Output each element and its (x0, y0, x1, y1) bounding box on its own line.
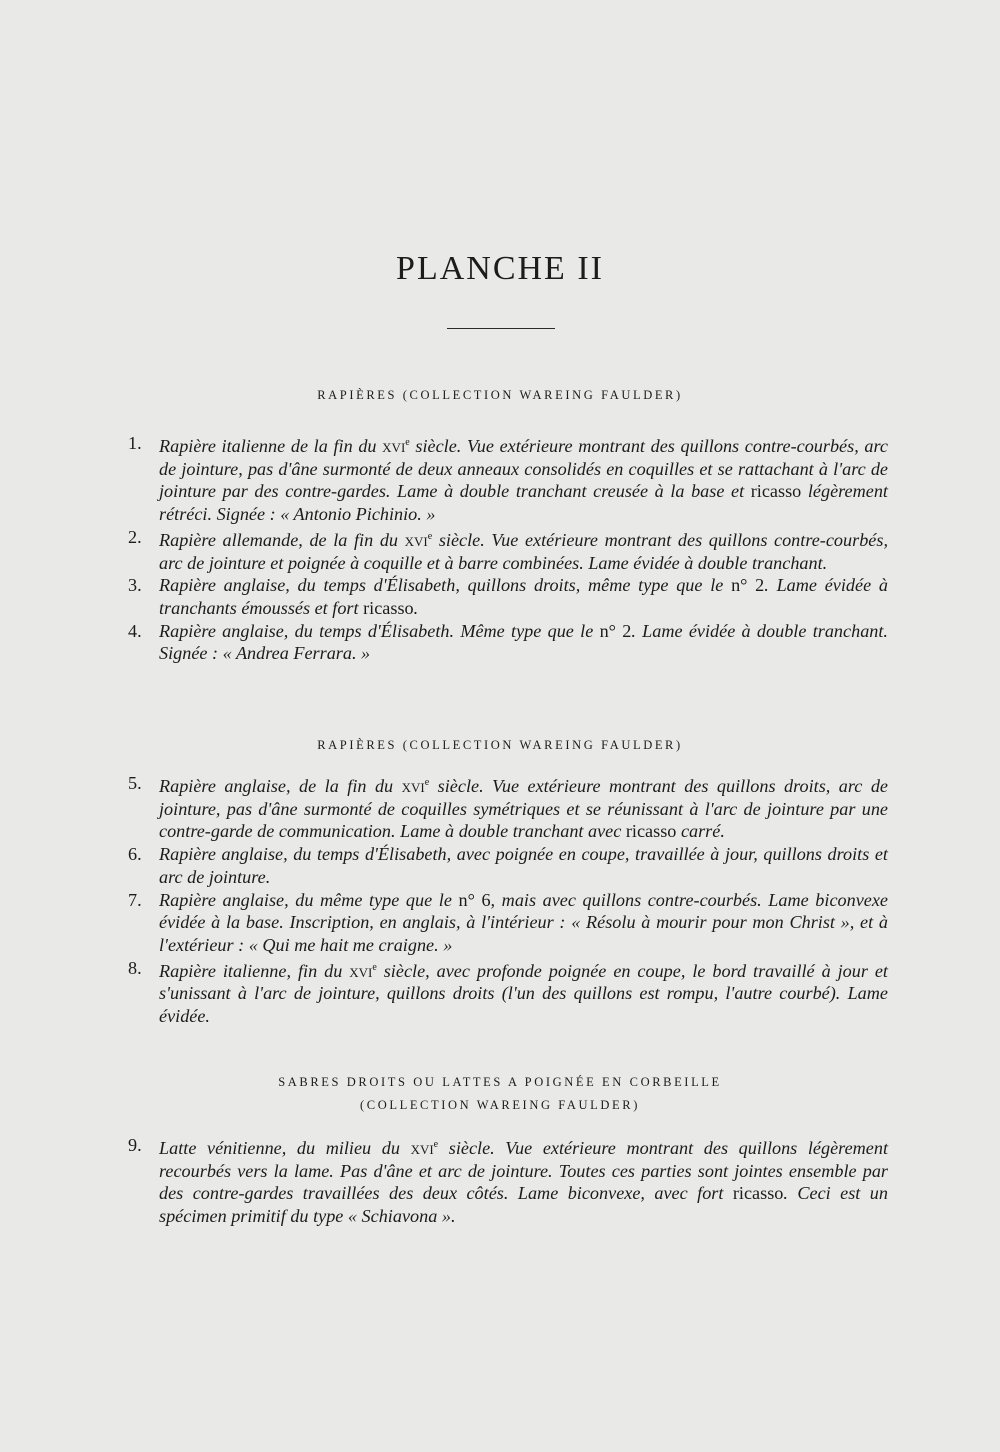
plate-item (128, 889, 888, 957)
text-run: e (424, 777, 430, 788)
text-run: e (433, 1139, 439, 1150)
item-description (159, 1134, 888, 1228)
text-run: xvi (410, 1138, 434, 1159)
item-number: 1. (128, 433, 142, 453)
item-number: 5. (128, 773, 142, 793)
item-number: 8. (128, 957, 142, 978)
text-run: ricasso (363, 598, 414, 619)
text-run: siècle. Vue extérieure montrant des quillons contre-courbés, arc de jointure, pas d'âne surmonté de deux anneaux consolidés en coquilles et se rattachant à l'arc de jointure par des contre-gardes. Lame à double tranchant creusée à la base et (159, 436, 888, 502)
text-run: n° 6 (458, 889, 491, 910)
text-run: ricasso (732, 1183, 784, 1204)
plate-item (128, 432, 888, 526)
text-run: , mais avec quillons contre-courbés. Lame biconvexe évidée à la base. Inscription, en anglais, à l'intérieur : « Résolu à mourir pour mon Christ », et à l'extérieur : « Qui me hait me craigne. » (159, 889, 888, 955)
text-run: Latte vénitienne, du milieu du (159, 1138, 411, 1159)
plate-item (128, 574, 888, 619)
text-run: . Lame évidée à double tranchant. Signée : « Andrea Ferrara. » (159, 620, 888, 664)
text-run: Rapière italienne, fin du (159, 960, 350, 981)
text-run: xvi (404, 529, 428, 550)
item-description (159, 843, 888, 888)
section-heading (0, 734, 1000, 757)
item-description (159, 620, 888, 665)
item-number: 4. (128, 620, 142, 641)
plate-item (128, 526, 888, 574)
section-heading-line: RAPIÈRES (COLLECTION WAREING FAULDER) (317, 388, 683, 402)
item-description (159, 889, 888, 957)
item-number: 2. (128, 526, 142, 547)
text-run: xvi (382, 436, 406, 457)
text-run: . (413, 598, 419, 619)
plate-item (128, 843, 888, 888)
text-run: xvi (349, 960, 373, 981)
item-description (159, 772, 888, 843)
title-divider (447, 328, 555, 329)
section-heading (0, 384, 1000, 407)
text-run: siècle. Vue extérieure montrant des quillons légèrement recourbés vers la lame. Pas d'âne et arc de jointure. Toutes ces parties sont jointes ensemble par des contre-gardes travaillées des deux côtés. Lame biconvexe, avec fort (159, 1138, 888, 1204)
item-number: 6. (128, 844, 142, 865)
text-run: Rapière anglaise, du même type que le (159, 889, 459, 910)
page-title: PLANCHE II (396, 250, 604, 287)
text-run: . Lame évidée à tranchants émoussés et fort (159, 575, 888, 619)
text-run: Rapière anglaise, du temps d'Élisabeth, avec poignée en coupe, travaillée à jour, quillons droits et arc de jointure. (159, 844, 888, 887)
section-heading-line: SABRES DROITS OU LATTES A POIGNÉE EN CORBEILLE (278, 1075, 722, 1089)
text-run: Rapière anglaise, du temps d'Élisabeth, quillons droits, même type que le (159, 575, 732, 596)
text-run: Rapière anglaise, de la fin du (159, 776, 402, 797)
text-run: e (405, 437, 410, 448)
text-run: ricasso (625, 821, 677, 842)
section-heading (0, 1071, 1000, 1117)
item-description (159, 574, 888, 619)
text-run: Rapière anglaise, du temps d'Élisabeth. Même type que le (159, 620, 600, 641)
text-run: Rapière italienne de la fin du (159, 436, 383, 457)
text-run: . Ceci est un spécimen primitif du type « Schiavona ». (159, 1183, 888, 1227)
text-run: n° 2 (599, 620, 632, 641)
text-run: carré. (676, 821, 725, 842)
text-run: n° 2 (731, 575, 765, 596)
section-heading-line: (COLLECTION WAREING FAULDER) (360, 1098, 640, 1112)
text-run: e (372, 961, 377, 973)
plate-item (128, 620, 888, 665)
plate-item (128, 957, 888, 1028)
item-number: 9. (128, 1135, 142, 1155)
text-run: siècle. Vue extérieure montrant des quillons contre-courbés, arc de jointure et poignée à coquille et à barre combinées. Lame évidée à double tranchant. (159, 529, 888, 573)
plate-item-list (128, 772, 888, 1028)
plate-item (128, 1134, 888, 1228)
item-description (159, 957, 888, 1028)
item-description (159, 526, 888, 574)
text-run: xvi (401, 776, 425, 797)
text-run: siècle, avec profonde poignée en coupe, le bord travaillé à jour et s'unissant à l'arc de jointure, quillons droits (l'un des quillons est rompu, l'autre courbé). Lame évidée. (159, 960, 888, 1027)
item-number: 7. (128, 889, 142, 910)
text-run: légèrement rétréci. Signée : « Antonio Pichinio. » (159, 481, 888, 525)
plate-item-list (128, 1134, 888, 1228)
section-heading-line: RAPIÈRES (COLLECTION WAREING FAULDER) (317, 738, 683, 752)
text-run: ricasso (750, 481, 802, 502)
text-run: e (427, 530, 433, 542)
item-number: 3. (128, 575, 142, 596)
text-run: siècle. Vue extérieure montrant des quillons droits, arc de jointure, pas d'âne surmonté de coquilles symétriques et se réunissant à l'arc de jointure par une contre-garde de communication. Lame à double tranchant avec (159, 776, 888, 842)
plate-item-list (128, 432, 888, 665)
item-description (159, 432, 888, 526)
text-run: Rapière allemande, de la fin du (159, 529, 405, 550)
plate-item (128, 772, 888, 843)
